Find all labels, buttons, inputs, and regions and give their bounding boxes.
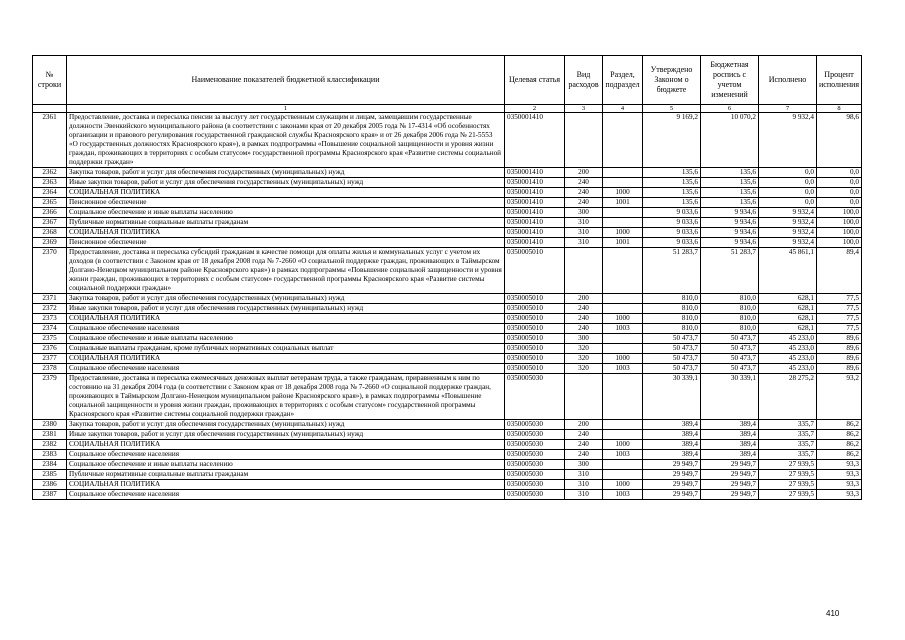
cell-row-no: 2383 <box>33 450 67 460</box>
cell-section <box>603 208 643 218</box>
cell-section: 1003 <box>603 364 643 374</box>
cell-executed: 27 939,5 <box>759 490 817 500</box>
cell-percent: 100,0 <box>817 238 862 248</box>
cell-percent: 89,4 <box>817 248 862 294</box>
cell-percent: 93,3 <box>817 470 862 480</box>
cell-expense-type: 240 <box>565 188 603 198</box>
cell-budget-list: 9 934,6 <box>701 228 759 238</box>
cell-approved: 810,0 <box>643 324 701 334</box>
table-row <box>33 470 862 480</box>
cell-percent: 86,2 <box>817 420 862 430</box>
cell-budget-list: 810,0 <box>701 314 759 324</box>
cell-target: 0350001410 <box>505 208 565 218</box>
cell-name: Социальное обеспечение и иные выплаты населению <box>67 334 505 344</box>
table-body <box>33 113 862 500</box>
cell-target: 0350001410 <box>505 178 565 188</box>
cell-target: 0350001410 <box>505 113 565 168</box>
page-number: 410 <box>826 609 840 618</box>
cell-executed: 9 932,4 <box>759 228 817 238</box>
header-row-no: № строки <box>33 56 67 105</box>
cell-expense-type: 310 <box>565 238 603 248</box>
cell-approved: 135,6 <box>643 198 701 208</box>
header-executed: Исполнено <box>759 56 817 105</box>
table-row <box>33 430 862 440</box>
cell-row-no: 2362 <box>33 168 67 178</box>
cell-name: Предоставление, доставка и пересылка субсидий гражданам в качестве помощи для оплаты жилья и коммунальных услуг с учетом их доходов (в соответствии с Законом края от 18 декабря 2008 года № 7-2660 «О социальной поддержке граждан, проживающих в Таймырском Долгано-Ненецком муниципальном районе Красноярского края») в рамках подпрограммы «Повышение социальной защищенности и уровня жизни граждан, проживающих в территориях с особым статусом» государственной программы Красноярского края «Развитие системы социальной поддержки граждан» <box>67 248 505 294</box>
cell-section: 1000 <box>603 228 643 238</box>
cell-percent: 77,5 <box>817 304 862 314</box>
cell-percent: 86,2 <box>817 430 862 440</box>
cell-target: 0350005010 <box>505 294 565 304</box>
table-row <box>33 314 862 324</box>
cell-target: 0350005030 <box>505 374 565 420</box>
cell-section <box>603 294 643 304</box>
cell-row-no: 2363 <box>33 178 67 188</box>
cell-percent: 100,0 <box>817 208 862 218</box>
cell-executed: 45 233,0 <box>759 334 817 344</box>
cell-name: СОЦИАЛЬНАЯ ПОЛИТИКА <box>67 440 505 450</box>
budget-table-page <box>32 55 861 500</box>
table-row <box>33 354 862 364</box>
cell-section <box>603 113 643 168</box>
cell-approved: 9 033,6 <box>643 238 701 248</box>
cell-row-no: 2371 <box>33 294 67 304</box>
cell-target: 0350005010 <box>505 304 565 314</box>
cell-target: 0350005030 <box>505 480 565 490</box>
table-row <box>33 238 862 248</box>
cell-budget-list: 810,0 <box>701 304 759 314</box>
cell-executed: 9 932,4 <box>759 218 817 228</box>
table-row <box>33 480 862 490</box>
cell-budget-list: 10 070,2 <box>701 113 759 168</box>
table-row <box>33 218 862 228</box>
cell-executed: 628,1 <box>759 324 817 334</box>
cell-name: Пенсионное обеспечение <box>67 198 505 208</box>
cell-budget-list: 389,4 <box>701 450 759 460</box>
cell-name: Публичные нормативные социальные выплаты гражданам <box>67 218 505 228</box>
cell-executed: 335,7 <box>759 430 817 440</box>
cell-expense-type: 300 <box>565 334 603 344</box>
cell-row-no: 2374 <box>33 324 67 334</box>
cell-executed: 28 275,2 <box>759 374 817 420</box>
budget-table <box>32 55 862 500</box>
cell-target: 0350005030 <box>505 430 565 440</box>
cell-name: СОЦИАЛЬНАЯ ПОЛИТИКА <box>67 354 505 364</box>
table-row <box>33 490 862 500</box>
cell-budget-list: 9 934,6 <box>701 218 759 228</box>
cell-percent: 100,0 <box>817 228 862 238</box>
table-row <box>33 304 862 314</box>
cell-expense-type: 200 <box>565 168 603 178</box>
cell-executed: 27 939,5 <box>759 460 817 470</box>
cell-expense-type: 310 <box>565 470 603 480</box>
cell-percent: 86,2 <box>817 440 862 450</box>
cell-row-no: 2384 <box>33 460 67 470</box>
table-row <box>33 440 862 450</box>
cell-section <box>603 374 643 420</box>
cell-row-no: 2381 <box>33 430 67 440</box>
cell-row-no: 2365 <box>33 198 67 208</box>
cell-expense-type: 300 <box>565 208 603 218</box>
cell-approved: 29 949,7 <box>643 490 701 500</box>
cell-target: 0350005010 <box>505 344 565 354</box>
cell-name: Публичные нормативные социальные выплаты гражданам <box>67 470 505 480</box>
cell-percent: 77,5 <box>817 314 862 324</box>
cell-approved: 50 473,7 <box>643 364 701 374</box>
cell-budget-list: 810,0 <box>701 294 759 304</box>
cell-section <box>603 334 643 344</box>
cell-section: 1001 <box>603 198 643 208</box>
cell-name: Социальное обеспечение населения <box>67 324 505 334</box>
cell-approved: 389,4 <box>643 430 701 440</box>
cell-budget-list: 29 949,7 <box>701 490 759 500</box>
cell-name: Иные закупки товаров, работ и услуг для обеспечения государственных (муниципальных) нужд <box>67 304 505 314</box>
cell-executed: 0,0 <box>759 188 817 198</box>
table-header <box>33 56 862 113</box>
cell-budget-list: 389,4 <box>701 420 759 430</box>
cell-budget-list: 29 949,7 <box>701 480 759 490</box>
cell-expense-type <box>565 374 603 420</box>
cell-approved: 135,6 <box>643 188 701 198</box>
cell-approved: 389,4 <box>643 450 701 460</box>
cell-section: 1000 <box>603 188 643 198</box>
cell-section <box>603 178 643 188</box>
cell-expense-type: 240 <box>565 440 603 450</box>
cell-target: 0350005010 <box>505 248 565 294</box>
cell-executed: 45 233,0 <box>759 354 817 364</box>
column-number: 4 <box>603 105 643 113</box>
cell-expense-type <box>565 113 603 168</box>
column-number: 5 <box>643 105 701 113</box>
cell-row-no: 2386 <box>33 480 67 490</box>
cell-name: Социальное обеспечение населения <box>67 490 505 500</box>
cell-name: Закупка товаров, работ и услуг для обеспечения государственных (муниципальных) нужд <box>67 168 505 178</box>
table-row <box>33 334 862 344</box>
cell-name: Иные закупки товаров, работ и услуг для обеспечения государственных (муниципальных) нужд <box>67 430 505 440</box>
cell-section <box>603 218 643 228</box>
column-number: 8 <box>817 105 862 113</box>
cell-target: 0350005030 <box>505 420 565 430</box>
cell-approved: 810,0 <box>643 314 701 324</box>
cell-section: 1001 <box>603 238 643 248</box>
cell-row-no: 2369 <box>33 238 67 248</box>
cell-percent: 0,0 <box>817 168 862 178</box>
cell-budget-list: 9 934,6 <box>701 238 759 248</box>
cell-row-no: 2367 <box>33 218 67 228</box>
cell-name: Социальные выплаты гражданам, кроме публичных нормативных социальных выплат <box>67 344 505 354</box>
cell-approved: 29 949,7 <box>643 460 701 470</box>
cell-expense-type: 320 <box>565 344 603 354</box>
cell-executed: 9 932,4 <box>759 208 817 218</box>
cell-budget-list: 50 473,7 <box>701 334 759 344</box>
cell-budget-list: 50 473,7 <box>701 354 759 364</box>
cell-name: СОЦИАЛЬНАЯ ПОЛИТИКА <box>67 314 505 324</box>
table-row <box>33 344 862 354</box>
cell-approved: 810,0 <box>643 304 701 314</box>
cell-target: 0350001410 <box>505 188 565 198</box>
cell-row-no: 2377 <box>33 354 67 364</box>
cell-percent: 89,6 <box>817 364 862 374</box>
cell-row-no: 2372 <box>33 304 67 314</box>
cell-section <box>603 420 643 430</box>
cell-percent: 93,3 <box>817 490 862 500</box>
cell-percent: 93,3 <box>817 460 862 470</box>
cell-section: 1000 <box>603 354 643 364</box>
header-approved: Утверждено Законом о бюджете <box>643 56 701 105</box>
cell-percent: 98,6 <box>817 113 862 168</box>
cell-budget-list: 50 473,7 <box>701 344 759 354</box>
cell-expense-type: 240 <box>565 324 603 334</box>
cell-section <box>603 248 643 294</box>
cell-approved: 30 339,1 <box>643 374 701 420</box>
cell-section: 1000 <box>603 314 643 324</box>
cell-percent: 93,3 <box>817 480 862 490</box>
cell-target: 0350005010 <box>505 364 565 374</box>
table-row <box>33 208 862 218</box>
cell-executed: 27 939,5 <box>759 480 817 490</box>
cell-name: Закупка товаров, работ и услуг для обеспечения государственных (муниципальных) нужд <box>67 420 505 430</box>
cell-budget-list: 29 949,7 <box>701 470 759 480</box>
cell-expense-type: 300 <box>565 460 603 470</box>
cell-section <box>603 168 643 178</box>
cell-section <box>603 430 643 440</box>
cell-row-no: 2376 <box>33 344 67 354</box>
cell-row-no: 2373 <box>33 314 67 324</box>
cell-approved: 9 033,6 <box>643 228 701 238</box>
cell-approved: 389,4 <box>643 440 701 450</box>
cell-section <box>603 460 643 470</box>
cell-budget-list: 135,6 <box>701 178 759 188</box>
cell-budget-list: 135,6 <box>701 188 759 198</box>
table-row <box>33 364 862 374</box>
cell-name: Социальное обеспечение населения <box>67 450 505 460</box>
cell-expense-type: 200 <box>565 420 603 430</box>
cell-executed: 9 932,4 <box>759 113 817 168</box>
cell-expense-type: 240 <box>565 314 603 324</box>
cell-row-no: 2380 <box>33 420 67 430</box>
column-number: 6 <box>701 105 759 113</box>
cell-expense-type: 240 <box>565 198 603 208</box>
cell-name: Социальное обеспечение и иные выплаты населению <box>67 460 505 470</box>
cell-row-no: 2364 <box>33 188 67 198</box>
cell-executed: 27 939,5 <box>759 470 817 480</box>
cell-name: Социальное обеспечение и иные выплаты населению <box>67 208 505 218</box>
cell-target: 0350001410 <box>505 198 565 208</box>
header-section: Раздел, подраздел <box>603 56 643 105</box>
column-number <box>33 105 67 113</box>
cell-expense-type: 310 <box>565 228 603 238</box>
cell-expense-type: 320 <box>565 364 603 374</box>
cell-row-no: 2370 <box>33 248 67 294</box>
cell-row-no: 2385 <box>33 470 67 480</box>
cell-row-no: 2375 <box>33 334 67 344</box>
cell-target: 0350005030 <box>505 440 565 450</box>
cell-row-no: 2382 <box>33 440 67 450</box>
column-number-row <box>33 105 862 113</box>
cell-target: 0350005030 <box>505 460 565 470</box>
cell-expense-type: 240 <box>565 178 603 188</box>
cell-budget-list: 29 949,7 <box>701 460 759 470</box>
cell-section <box>603 470 643 480</box>
cell-approved: 9 033,6 <box>643 218 701 228</box>
cell-executed: 45 861,1 <box>759 248 817 294</box>
cell-budget-list: 51 283,7 <box>701 248 759 294</box>
table-row <box>33 374 862 420</box>
cell-section: 1003 <box>603 450 643 460</box>
cell-percent: 0,0 <box>817 198 862 208</box>
cell-executed: 335,7 <box>759 450 817 460</box>
cell-target: 0350005010 <box>505 354 565 364</box>
cell-target: 0350001410 <box>505 218 565 228</box>
cell-row-no: 2361 <box>33 113 67 168</box>
cell-budget-list: 389,4 <box>701 440 759 450</box>
cell-percent: 77,5 <box>817 324 862 334</box>
cell-percent: 0,0 <box>817 188 862 198</box>
cell-budget-list: 810,0 <box>701 324 759 334</box>
cell-percent: 89,6 <box>817 354 862 364</box>
cell-approved: 29 949,7 <box>643 480 701 490</box>
cell-executed: 9 932,4 <box>759 238 817 248</box>
cell-approved: 810,0 <box>643 294 701 304</box>
cell-executed: 628,1 <box>759 304 817 314</box>
cell-expense-type: 310 <box>565 490 603 500</box>
cell-expense-type: 320 <box>565 354 603 364</box>
cell-target: 0350005010 <box>505 314 565 324</box>
cell-name: Предоставление, доставка и пересылка пенсии за выслугу лет государственным служащим и лицам, замещавшим государственные должности Эвенкийского муниципального района (в соответствии с законами края от 20 декабря 2005 года № 17-4314 «Об особенностях организации и правового регулирования государственной гражданской службы Красноярского края» и от 26 декабря 2006 года № 21-5553 «О государственных должностях Красноярского края»), в рамках подпрограммы «Повышение социальной защищенности и уровня жизни граждан, проживающих в территориях с особым статусом» государственной программы Красноярского края «Развитие системы социальной поддержки граждан» <box>67 113 505 168</box>
cell-name: Предоставление, доставка и пересылка ежемесячных денежных выплат ветеранам труда, а также гражданам, приравненным к ним по состоянию на 31 декабря 2004 года (в соответствии с Законом края от 18 декабря 2008 года № 7-2660 «О социальной поддержке граждан, проживающих в Таймырском Долгано-Ненецком муниципальном районе Красноярского края»), в рамках подпрограммы «Повышение социальной защищенности и уровня жизни граждан, проживающих в территориях с особым статусом» государственной программы Красноярского края «Развитие системы социальной поддержки граждан» <box>67 374 505 420</box>
cell-approved: 50 473,7 <box>643 334 701 344</box>
cell-budget-list: 389,4 <box>701 430 759 440</box>
cell-row-no: 2378 <box>33 364 67 374</box>
cell-expense-type: 310 <box>565 480 603 490</box>
cell-expense-type: 200 <box>565 294 603 304</box>
cell-executed: 0,0 <box>759 168 817 178</box>
table-row <box>33 420 862 430</box>
cell-target: 0350005030 <box>505 490 565 500</box>
cell-name: СОЦИАЛЬНАЯ ПОЛИТИКА <box>67 228 505 238</box>
table-row <box>33 324 862 334</box>
cell-section: 1003 <box>603 490 643 500</box>
table-row <box>33 460 862 470</box>
cell-row-no: 2366 <box>33 208 67 218</box>
header-percent: Процент исполнения <box>817 56 862 105</box>
cell-name: Пенсионное обеспечение <box>67 238 505 248</box>
cell-budget-list: 135,6 <box>701 198 759 208</box>
table-row <box>33 188 862 198</box>
cell-budget-list: 9 934,6 <box>701 208 759 218</box>
cell-section: 1000 <box>603 480 643 490</box>
cell-name: Иные закупки товаров, работ и услуг для обеспечения государственных (муниципальных) нужд <box>67 178 505 188</box>
header-target: Целевая статья <box>505 56 565 105</box>
cell-percent: 89,6 <box>817 334 862 344</box>
cell-percent: 93,2 <box>817 374 862 420</box>
cell-name: Социальное обеспечение населения <box>67 364 505 374</box>
cell-executed: 0,0 <box>759 198 817 208</box>
table-row <box>33 294 862 304</box>
header-expense-type: Вид расходов <box>565 56 603 105</box>
cell-target: 0350005030 <box>505 470 565 480</box>
cell-approved: 50 473,7 <box>643 344 701 354</box>
table-row <box>33 228 862 238</box>
header-budget-list: Бюджетная роспись с учетом изменений <box>701 56 759 105</box>
cell-executed: 335,7 <box>759 440 817 450</box>
cell-approved: 50 473,7 <box>643 354 701 364</box>
cell-name: СОЦИАЛЬНАЯ ПОЛИТИКА <box>67 480 505 490</box>
cell-target: 0350001410 <box>505 168 565 178</box>
cell-row-no: 2387 <box>33 490 67 500</box>
cell-approved: 389,4 <box>643 420 701 430</box>
cell-approved: 9 169,2 <box>643 113 701 168</box>
cell-section <box>603 304 643 314</box>
cell-budget-list: 50 473,7 <box>701 364 759 374</box>
cell-percent: 100,0 <box>817 218 862 228</box>
cell-target: 0350005010 <box>505 324 565 334</box>
cell-executed: 45 233,0 <box>759 344 817 354</box>
cell-section: 1000 <box>603 440 643 450</box>
cell-percent: 89,6 <box>817 344 862 354</box>
cell-executed: 0,0 <box>759 178 817 188</box>
column-number: 3 <box>565 105 603 113</box>
table-row <box>33 168 862 178</box>
cell-executed: 628,1 <box>759 314 817 324</box>
cell-target: 0350001410 <box>505 238 565 248</box>
cell-name: СОЦИАЛЬНАЯ ПОЛИТИКА <box>67 188 505 198</box>
cell-expense-type: 240 <box>565 430 603 440</box>
cell-expense-type: 240 <box>565 450 603 460</box>
cell-percent: 0,0 <box>817 178 862 188</box>
cell-executed: 45 233,0 <box>759 364 817 374</box>
cell-expense-type <box>565 248 603 294</box>
table-row <box>33 198 862 208</box>
column-number: 1 <box>67 105 505 113</box>
cell-executed: 335,7 <box>759 420 817 430</box>
table-row <box>33 248 862 294</box>
table-row <box>33 178 862 188</box>
cell-section <box>603 344 643 354</box>
cell-approved: 135,6 <box>643 178 701 188</box>
cell-percent: 77,5 <box>817 294 862 304</box>
cell-section: 1003 <box>603 324 643 334</box>
cell-percent: 86,2 <box>817 450 862 460</box>
column-number: 2 <box>505 105 565 113</box>
cell-approved: 51 283,7 <box>643 248 701 294</box>
cell-approved: 135,6 <box>643 168 701 178</box>
column-number: 7 <box>759 105 817 113</box>
cell-executed: 628,1 <box>759 294 817 304</box>
cell-row-no: 2379 <box>33 374 67 420</box>
cell-name: Закупка товаров, работ и услуг для обеспечения государственных (муниципальных) нужд <box>67 294 505 304</box>
cell-row-no: 2368 <box>33 228 67 238</box>
table-row <box>33 450 862 460</box>
cell-budget-list: 30 339,1 <box>701 374 759 420</box>
cell-expense-type: 240 <box>565 304 603 314</box>
cell-target: 0350001410 <box>505 228 565 238</box>
cell-target: 0350005030 <box>505 450 565 460</box>
cell-approved: 29 949,7 <box>643 470 701 480</box>
cell-approved: 9 033,6 <box>643 208 701 218</box>
cell-target: 0350005010 <box>505 334 565 344</box>
cell-expense-type: 310 <box>565 218 603 228</box>
table-row <box>33 113 862 168</box>
cell-budget-list: 135,6 <box>701 168 759 178</box>
header-name: Наименование показателей бюджетной классификации <box>67 56 505 105</box>
